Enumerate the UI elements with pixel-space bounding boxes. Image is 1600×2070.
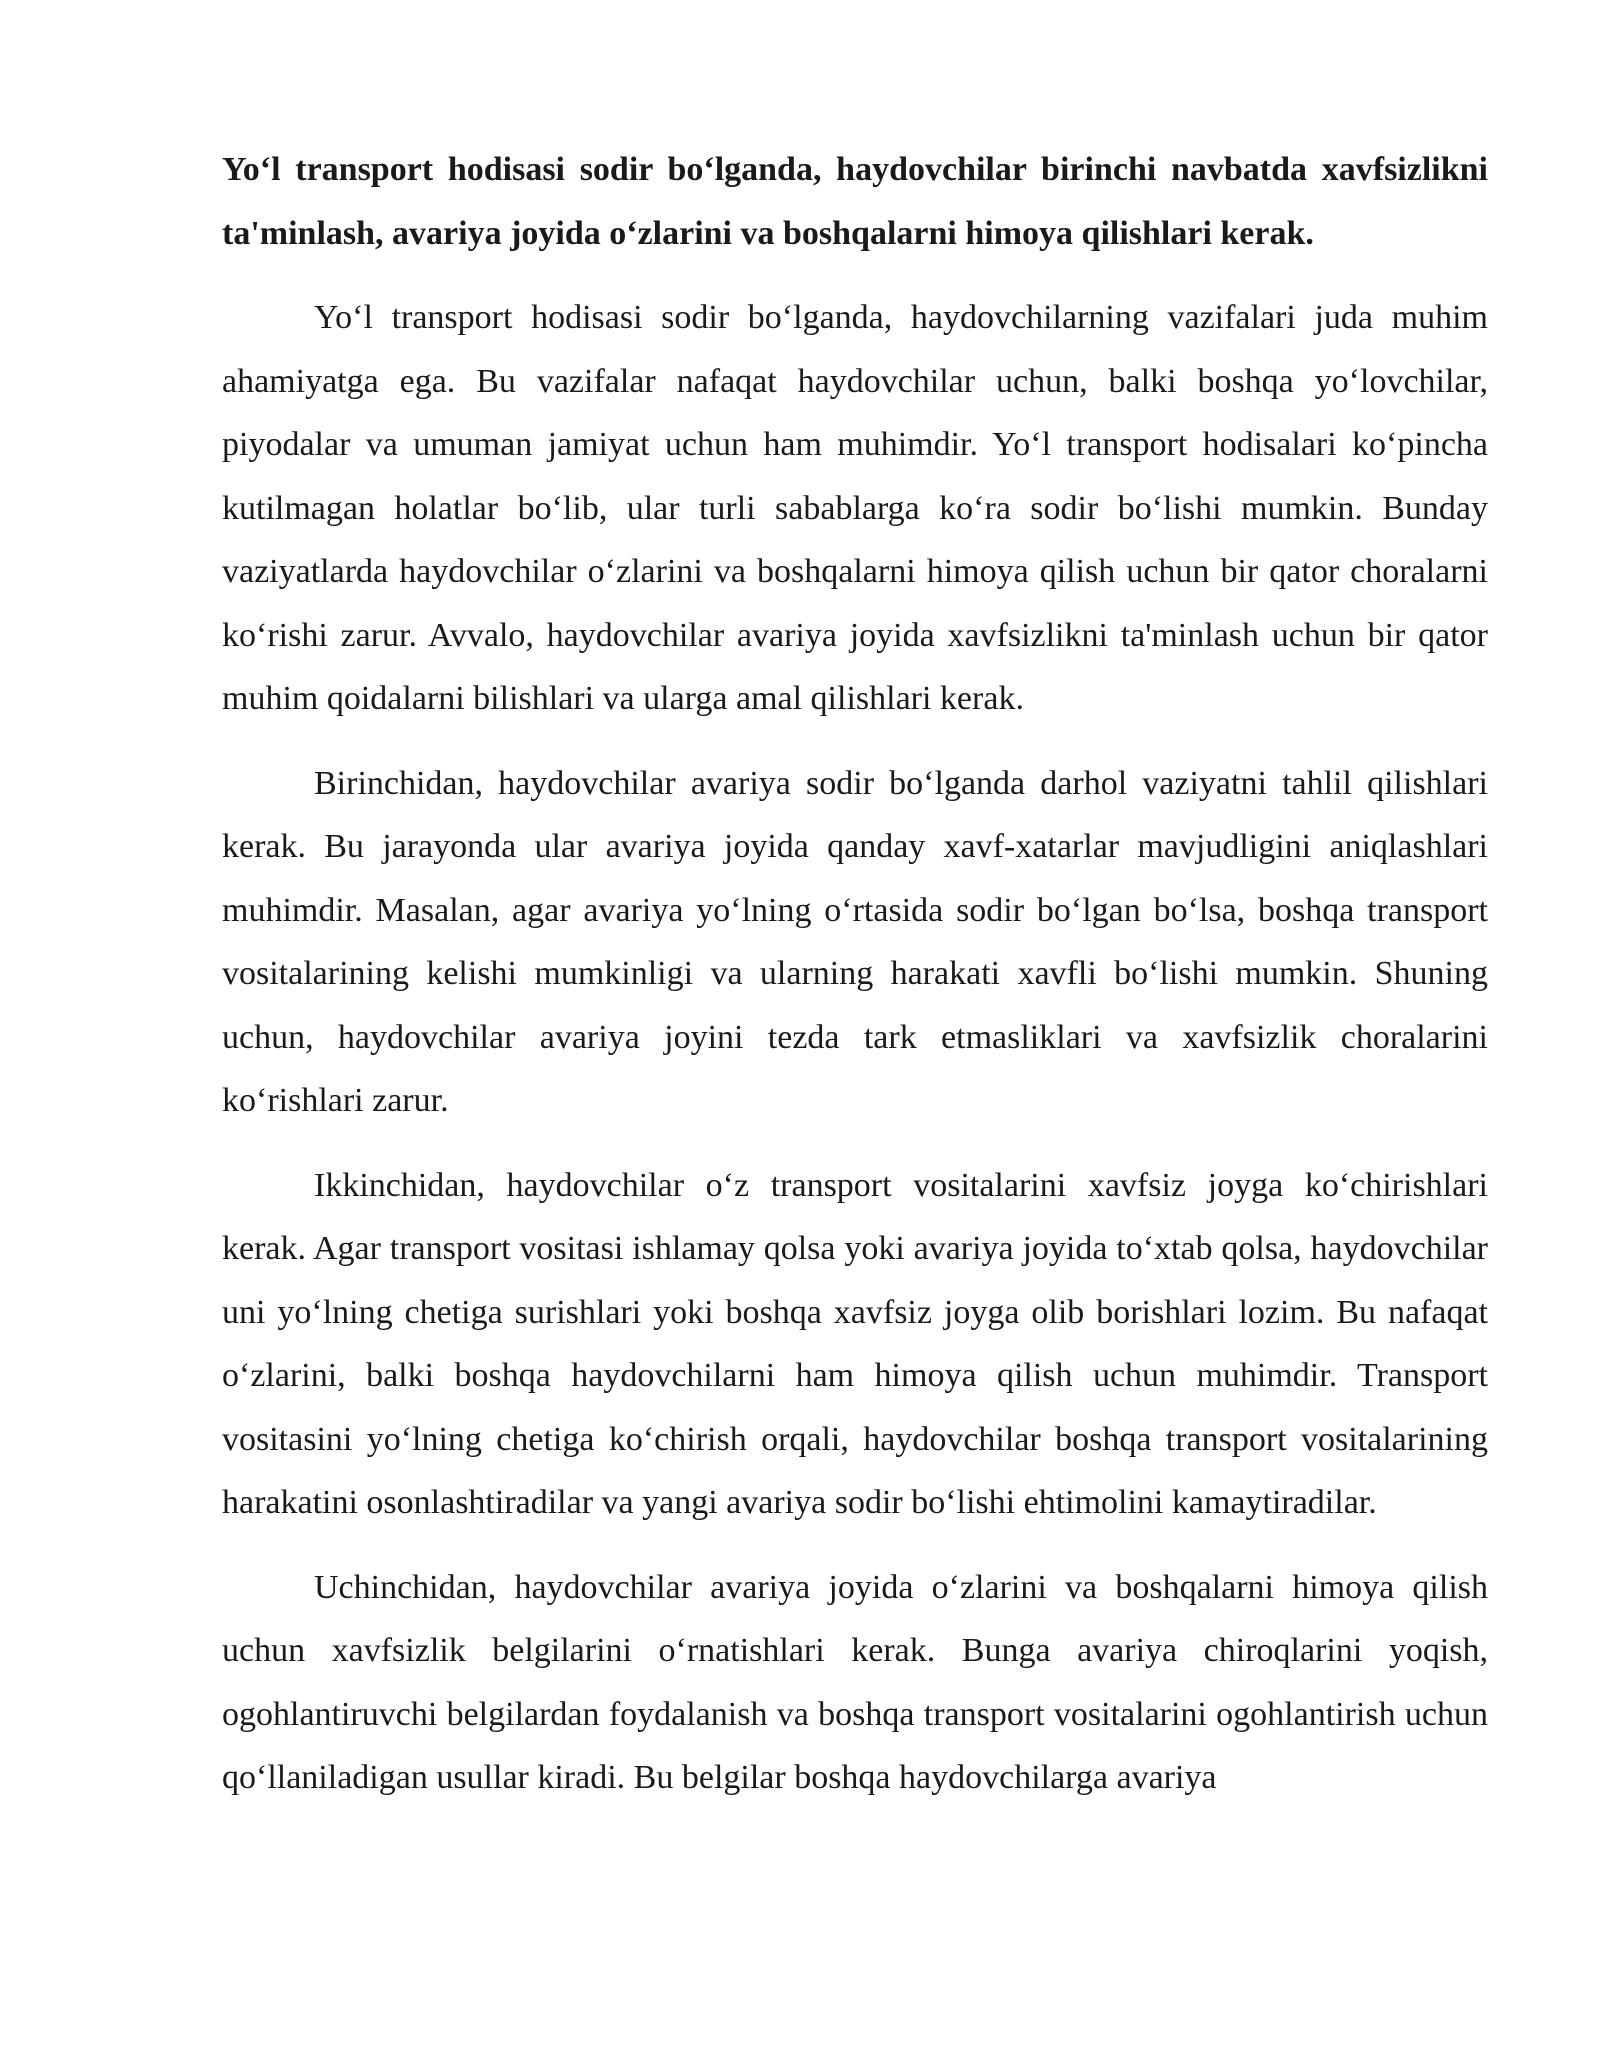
paragraph: Ikkinchidan, haydovchilar o‘z transport vositalarini xavfsiz joyga ko‘chirishlari kerak. Agar transport vositasi ishlamay qolsa yoki avariya joyida to‘xtab qolsa, haydovchilar uni yo‘lning chetiga surishlari yoki boshqa xavfsiz joyga olib borishlari lozim. Bu nafaqat o‘zlarini, balki boshqa haydovchilarni ham himoya qilish uchun muhimdir. Transport vositasini yo‘lning chetiga ko‘chirish orqali, haydovchilar boshqa transport vositalarining harakatini osonlashtiradilar va yangi avariya sodir bo‘lishi ehtimolini kamaytiradilar. — [222, 1166, 1488, 1521]
paragraph: Birinchidan, haydovchilar avariya sodir bo‘lganda darhol vaziyatni tahlil qilishlari kerak. Bu jarayonda ular avariya joyida qanday xavf-xatarlar mavjudligini aniqlashlari muhimdir. Masalan, agar avariya yo‘lning o‘rtasida sodir bo‘lgan bo‘lsa, boshqa transport vositalarining kelishi mumkinligi va ularning harakati xavfli bo‘lishi mumkin. Shuning uchun, haydovchilar avariya joyini tezda tark etmasliklari va xavfsizlik choralarini ko‘rishlari zarur. — [222, 764, 1488, 1119]
document-heading: Yo‘l transport hodisasi sodir bo‘lganda, haydovchilar birinchi navbatda xavfsizlikni ta'minlash, avariya joyida o‘zlarini va boshqalarni himoya qilishlari kerak. — [222, 151, 1488, 252]
paragraph: Yo‘l transport hodisasi sodir bo‘lganda, haydovchilarning vazifalari juda muhim ahamiyatga ega. Bu vazifalar nafaqat haydovchilar uchun, balki boshqa yo‘lovchilar, piyodalar va umuman jamiyat uchun ham muhimdir. Yo‘l transport hodisalari ko‘pincha kutilmagan holatlar bo‘lib, ular turli sabablarga ko‘ra sodir bo‘lishi mumkin. Bunday vaziyatlarda haydovchilar o‘zlarini va boshqalarni himoya qilish uchun bir qator choralarni ko‘rishi zarur. Avvalo, haydovchilar avariya joyida xavfsizlikni ta'minlash uchun bir qator muhim qoidalarni bilishlari va ularga amal qilishlari kerak. — [222, 299, 1488, 717]
paragraph: Uchinchidan, haydovchilar avariya joyida o‘zlarini va boshqalarni himoya qilish uchun xavfsizlik belgilarini o‘rnatishlari kerak. Bunga avariya chiroqlarini yoqish, ogohlantiruvchi belgilardan foydalanish va boshqa transport vositalarini ogohlantirish uchun qo‘llaniladigan usullar kiradi. Bu belgilar boshqa haydovchilarga avariya — [222, 1568, 1488, 1796]
document-body — [222, 138, 1488, 1831]
